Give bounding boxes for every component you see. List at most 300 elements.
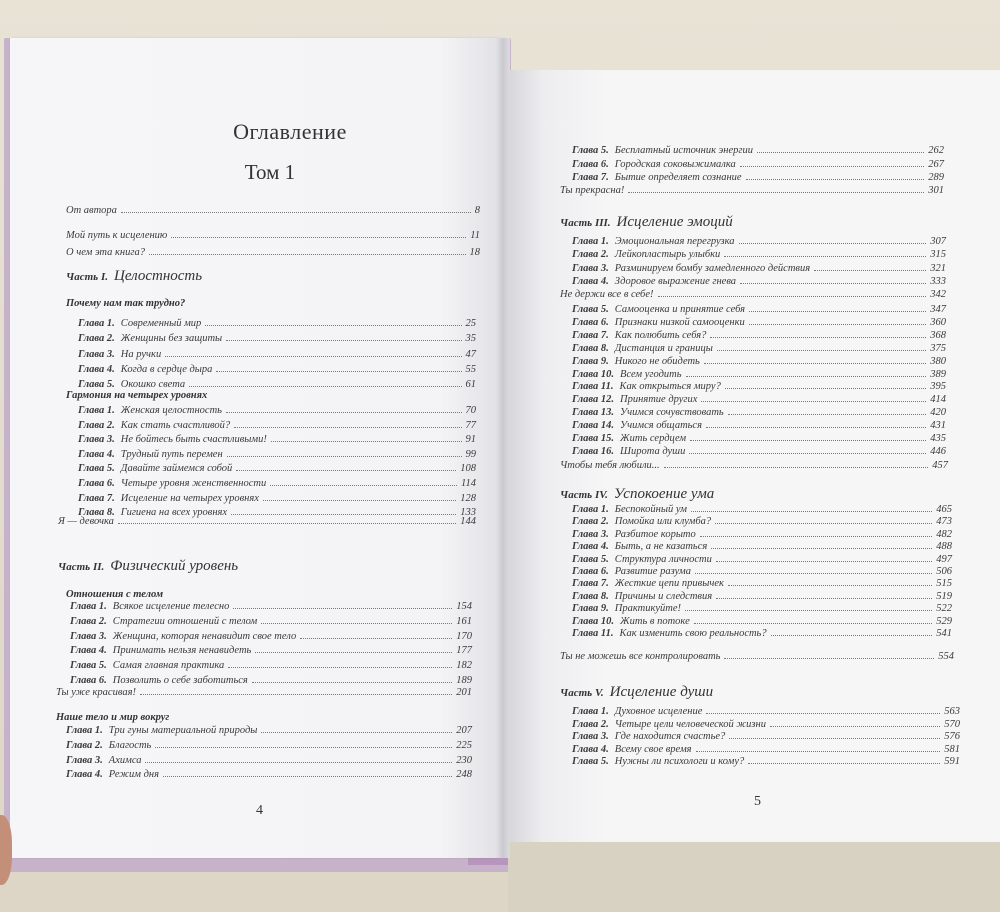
toc-entry [66,229,480,242]
page-ref: 465 [936,504,952,515]
chapter-label: Глава 2. [66,739,103,751]
toc-entry [572,303,946,316]
part-heading [560,214,733,231]
dot-leader [271,441,462,442]
entry-title: Не бойтесь быть счастливыми! [120,434,267,446]
page-ref: 473 [936,516,952,528]
page-ref: 515 [936,578,952,590]
chapter-label: Глава 6. [572,158,609,170]
page-ref: 207 [456,725,472,736]
dot-leader [236,470,456,471]
page-number-right: 5 [754,794,761,809]
toc-entry [70,659,472,672]
page-ref: 414 [930,394,946,406]
page-ref: 488 [936,541,952,553]
dot-leader [226,412,462,413]
part-heading [560,684,713,701]
dot-leader [706,427,926,428]
part-label: Часть V. [560,687,604,699]
chapter-label: Глава 10. [572,615,615,627]
page-ref: 307 [930,236,946,247]
toc-entry [572,368,946,381]
toc-entry [572,235,946,248]
entry-title: Всему свое время [614,743,692,755]
toc-entry [572,432,946,445]
entry-title: Беспокойный ум [614,504,687,515]
entry-title: Ты прекрасна! [560,185,625,196]
entry-title: Учимся общаться [620,420,702,432]
chapter-label: Глава 5. [572,553,609,565]
toc-entry [572,503,952,516]
page-ref: 395 [930,381,946,393]
part-title: Исцеление эмоций [616,214,733,230]
part-heading [560,486,714,503]
chapter-label: Глава 4. [572,743,609,755]
dot-leader [233,608,452,609]
chapter-label: Глава 3. [70,630,107,642]
chapter-label: Глава 2. [572,516,609,528]
page-ref: 25 [465,318,476,329]
chapter-label: Глава 12. [572,394,615,406]
chapter-label: Глава 2. [78,419,115,431]
page-ref: 333 [930,276,946,288]
chapter-label: Глава 3. [572,731,609,742]
entry-title: Как изменить свою реальность? [619,628,767,639]
chapter-label: Глава 11. [572,628,614,639]
chapter-label: Глава 15. [572,433,615,444]
chapter-label: Глава 4. [572,541,609,553]
chapter-label: Глава 2. [78,333,115,345]
page-ref: 262 [928,145,944,156]
dot-leader [690,440,926,441]
entry-title: Женская целостность [120,405,222,416]
chapter-label: Глава 16. [572,445,615,457]
page-ref: 47 [465,348,476,360]
chapter-label: Глава 6. [572,316,609,328]
entry-title: Эмоциональная перегрузка [614,236,735,247]
page-ref: 133 [460,507,476,519]
volume-title: Том 1 [244,160,296,184]
toc-entry [572,406,946,419]
toc-entry [560,459,948,472]
section-heading: Почему нам так трудно? [66,298,186,309]
page-ref: 91 [465,434,476,446]
toc-entry [572,730,960,743]
page-ref: 177 [456,645,472,657]
dot-leader [149,254,466,255]
chapter-label: Глава 6. [572,566,609,577]
entry-title: Всякое исцеление телесно [112,601,230,612]
entry-title: Принятие других [620,394,698,406]
part-label: Часть IV. [560,489,608,501]
toc-entry [572,602,952,615]
toc-entry [572,355,946,368]
book-gutter [496,38,510,858]
table-surface [508,842,1000,912]
chapter-label: Глава 2. [572,718,609,730]
page-ref: 420 [930,407,946,419]
dot-leader [121,212,471,213]
chapter-label: Глава 7. [572,578,609,590]
entry-title: Городская соковыжималка [614,158,736,170]
page-ref: 77 [465,419,476,431]
entry-title: Помойка или клумба? [614,516,712,528]
page-ref: 431 [930,420,946,432]
toc-entry [572,393,946,406]
toc-entry [78,477,476,490]
page-ref: 161 [456,615,472,627]
entry-title: Позволить о себе заботиться [112,675,248,686]
dot-leader [227,456,462,457]
section-heading: Гармония на четырех уровнях [66,390,208,401]
dot-leader [695,573,932,574]
chapter-label: Глава 5. [572,756,609,767]
entry-title: Как полюбить себя? [614,329,707,341]
chapter-label: Глава 1. [70,601,107,612]
chapter-label: Глава 5. [572,145,609,156]
entry-title: Ты не можешь все контролировать [560,651,721,662]
dot-leader [728,414,927,415]
entry-title: Практикуйте! [614,603,682,615]
chapter-label: Глава 7. [572,329,609,341]
entry-title: Никого не обидеть [614,355,700,367]
dot-leader [261,623,452,624]
entry-title: Разбитое корыто [614,528,696,540]
dot-leader [728,585,932,586]
toc-entry [572,171,944,184]
page-ref: 581 [944,743,960,755]
entry-title: Давайте займемся собой [120,463,233,475]
page-ref: 563 [944,706,960,717]
chapter-label: Глава 8. [572,342,609,354]
dot-leader [724,658,934,659]
page-ref: 497 [936,553,952,565]
chapter-label: Глава 1. [572,504,609,515]
chapter-label: Глава 3. [66,754,103,766]
toc-entry [78,462,476,475]
chapter-label: Глава 9. [572,355,609,367]
entry-title: Стратегии отношений с телом [112,615,258,627]
toc-entry [560,288,946,301]
dot-leader [118,523,456,524]
toc-entry [572,743,960,756]
chapter-label: Глава 8. [572,590,609,602]
dot-leader [234,427,461,428]
toc-entry [572,718,960,731]
dot-leader [771,635,933,636]
toc-entry [78,448,476,461]
entry-title: Признаки низкой самооценки [614,316,745,328]
toc-entry [78,404,476,417]
part-title: Целостность [113,268,203,284]
toc-entry [70,630,472,643]
page-ref: 182 [456,660,472,672]
page-ref: 389 [930,368,946,380]
chapter-label: Глава 11. [572,381,614,393]
toc-entry [78,419,476,432]
chapter-label: Глава 4. [70,645,107,657]
dot-leader [145,762,452,763]
chapter-label: Глава 8. [78,507,115,519]
entry-title: Разминируем бомбу замедленного действия [614,262,811,274]
toc-entry [572,577,952,590]
page-ref: 267 [928,158,944,170]
chapter-label: Глава 5. [572,304,609,315]
dot-leader [685,610,932,611]
page-ref: 368 [930,329,946,341]
dot-leader [749,311,926,312]
toc-entry [78,363,476,376]
toc-entry [66,739,472,752]
dot-leader [694,623,933,624]
dot-leader [255,652,452,653]
chapter-label: Глава 3. [78,434,115,446]
dot-leader [725,388,926,389]
entry-title: Ахимса [108,754,142,766]
toc-title: Оглавление [233,119,347,144]
chapter-label: Глава 3. [78,348,115,360]
part-title: Исцеление души [609,684,714,700]
toc-entry [572,342,946,355]
dot-leader [189,386,461,387]
page-ref: 289 [928,172,944,183]
toc-entry [572,275,946,288]
dot-leader [701,401,926,402]
entry-title: Женщины без защиты [120,333,223,345]
page-ref: 321 [930,262,946,274]
toc-entry [66,204,480,217]
entry-title: О чем эта книга? [66,247,145,258]
dot-leader [700,536,932,537]
chapter-label: Глава 10. [572,368,615,380]
toc-entry [572,755,960,768]
entry-title: Всем угодить [620,368,682,380]
toc-entry [572,329,946,342]
entry-title: Жить в потоке [620,615,690,627]
page-ref: 8 [474,205,480,216]
toc-entry [66,754,472,767]
entry-title: Трудный путь перемен [120,448,223,460]
dot-leader [155,747,452,748]
part-title: Физический уровень [110,558,239,574]
chapter-label: Глава 4. [66,769,103,781]
page-ref: 529 [936,615,952,627]
page-ref: 347 [930,304,946,315]
page-ref: 99 [465,448,476,460]
page-ref: 541 [936,628,952,639]
page-ref: 18 [469,247,480,258]
chapter-label: Глава 2. [572,249,609,261]
dot-leader [252,682,452,683]
page-ref: 519 [936,590,952,602]
page-ref: 360 [930,316,946,328]
chapter-label: Глава 1. [572,236,609,247]
page-number-left: 4 [256,803,263,818]
entry-title: Развитие разума [614,566,691,577]
dot-leader [689,453,926,454]
page-ref: 154 [456,601,472,612]
page-ref: 554 [938,651,954,662]
dot-leader [724,256,926,257]
part-heading [58,558,238,575]
entry-title: На ручки [120,348,162,360]
page-ref: 342 [930,289,946,300]
dot-leader [740,283,926,284]
toc-entry [572,553,952,566]
entry-title: Как открыться миру? [619,381,721,393]
entry-title: Мой путь к исцелению [66,230,168,241]
dot-leader [710,337,926,338]
page-ref: 435 [930,433,946,444]
toc-entry [70,644,472,657]
toc-entry [572,248,946,261]
page-ref: 522 [936,603,952,615]
chapter-label: Глава 9. [572,603,609,615]
page-ref: 70 [465,405,476,416]
toc-entry [572,445,946,458]
toc-entry [572,316,946,329]
chapter-label: Глава 6. [78,478,115,489]
toc-entry [66,724,472,737]
page-ref: 591 [944,756,960,767]
toc-entry [70,600,472,613]
dot-leader [740,166,925,167]
entry-title: Где находится счастье? [614,731,726,742]
entry-title: Чтобы тебя любили... [560,460,660,471]
dot-leader [140,694,452,695]
toc-entry [78,433,476,446]
dot-leader [658,296,927,297]
page-ref: 482 [936,528,952,540]
page-ref: 225 [456,739,472,751]
page-ref: 301 [928,185,944,196]
dot-leader [686,376,927,377]
entry-title: Женщина, которая ненавидит свое тело [112,630,297,642]
chapter-label: Глава 5. [78,379,115,391]
entry-title: Жесткие цепи привычек [614,578,724,590]
page-ref: 446 [930,445,946,457]
part-title: Успокоение ума [613,486,715,502]
entry-title: Принимать нельзя ненавидеть [112,645,252,657]
toc-entry [572,144,944,157]
dot-leader [711,548,932,549]
dot-leader [171,237,466,238]
entry-title: Широта души [620,445,686,457]
chapter-label: Глава 14. [572,420,615,432]
chapter-label: Глава 5. [70,660,107,672]
page-ref: 61 [465,379,476,391]
toc-entry [572,380,946,393]
toc-entry [56,686,472,699]
entry-title: Жить сердцем [620,433,687,444]
chapter-label: Глава 5. [78,463,115,475]
toc-entry [572,590,952,603]
dot-leader [226,340,461,341]
page-ref: 315 [930,249,946,261]
dot-leader [165,356,461,357]
part-label: Часть III. [560,217,611,229]
entry-title: Режим дня [108,769,159,781]
page-ref: 380 [930,355,946,367]
chapter-label: Глава 6. [70,675,107,686]
chapter-label: Глава 7. [572,172,609,183]
entry-title: Ты уже красивая! [56,687,136,698]
toc-entry [572,615,952,628]
toc-entry [560,650,954,663]
chapter-label: Глава 13. [572,407,615,419]
toc-entry [58,515,476,528]
toc-entry [78,348,476,361]
page-ref: 108 [460,463,476,475]
dot-leader [664,467,929,468]
page-ref: 576 [944,731,960,742]
page-ref: 35 [465,333,476,345]
page-ref: 375 [930,342,946,354]
dot-leader [757,152,924,153]
chapter-label: Глава 7. [78,492,115,504]
entry-title: Самооценка и принятие себя [614,304,746,315]
page-ref: 128 [460,492,476,504]
entry-title: Структура личности [614,553,712,565]
entry-title: Три гуны материальной природы [108,725,258,736]
dot-leader [749,324,926,325]
entry-title: Четыре уровня женственности [120,478,267,489]
toc-entry [572,705,960,718]
entry-title: Бытие определяет сознание [614,172,742,183]
dot-leader [691,511,932,512]
entry-title: Причины и следствия [614,590,713,602]
entry-title: Не держи все в себе! [560,289,654,300]
entry-title: Как стать счастливой? [120,419,231,431]
toc-entry [572,540,952,553]
entry-title: Окошко света [120,379,186,391]
entry-title: Когда в сердце дыра [120,363,213,375]
entry-title: От автора [66,205,117,216]
page-ref: 144 [460,516,476,527]
part-heading [66,268,202,285]
page-ref: 457 [932,460,948,471]
entry-title: Бесплатный источник энергии [614,145,753,156]
part-label: Часть I. [66,271,108,283]
page-ref: 570 [944,718,960,730]
page-ref: 201 [456,687,472,698]
page-ref: 248 [456,769,472,781]
toc-entry [78,492,476,505]
dot-leader [263,500,456,501]
dot-leader [696,751,941,752]
chapter-label: Глава 1. [78,405,115,416]
dot-leader [729,738,940,739]
dot-leader [300,638,452,639]
chapter-label: Глава 1. [572,706,609,717]
page-ref: 506 [936,566,952,577]
toc-entry [572,419,946,432]
chapter-label: Глава 1. [66,725,103,736]
dot-leader [716,598,932,599]
entry-title: Современный мир [120,318,202,329]
page-ref: 114 [461,478,476,489]
toc-entry [78,317,476,330]
dot-leader [717,350,926,351]
page-ref: 170 [456,630,472,642]
section-heading: Наше тело и мир вокруг [56,712,170,723]
toc-entry [66,246,480,259]
dot-leader [716,561,932,562]
entry-title: Лейкопластырь улыбки [614,249,721,261]
toc-entry [70,615,472,628]
dot-leader [163,776,452,777]
toc-entry [572,515,952,528]
